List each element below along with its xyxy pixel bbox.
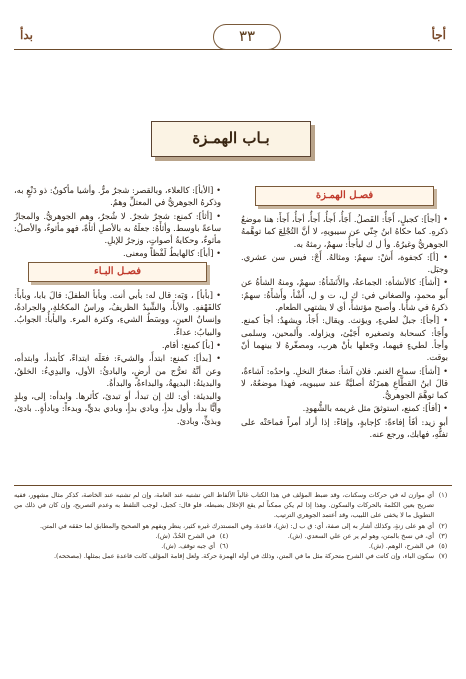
entry-paragraph: • [بأ] كمنع: أقام. bbox=[161, 339, 221, 350]
footnote-text: أي موازن له في حركات وسكنات، وقد ضبط المؤلف في هذا الكتاب غالباً الألفاظ التي تشتبه عند العامة، وإن لم تشتبه عند الخاصة، كذكر مثال مشهور، ففيه تصريح بعين الكلمة بالحركات والسكون. وهذا إذا لم يكن ممكناً لم يقع الإخلال بضبطه. فلو قال: كجبل، لوجب التلفظ به وعدم التصريح، وإن كان في ذلك من التطويل ما لا يخفى على اللبيب، وقد أعتمد الجوهري الترتيب. bbox=[14, 491, 434, 520]
section-title-ba: فصـل البـاء bbox=[28, 262, 207, 282]
footnote-number: (١) bbox=[438, 491, 448, 499]
footnote bbox=[14, 551, 452, 561]
chapter-title: بـاب الهمـزة bbox=[151, 121, 311, 157]
footnote bbox=[233, 541, 452, 551]
page-number: ٣٣ bbox=[213, 24, 281, 50]
section-title-hamza: فصـل الهمـزة bbox=[255, 186, 434, 206]
footnote-number: (٥) bbox=[438, 542, 448, 551]
footnote bbox=[14, 490, 452, 521]
footnote-number: (٦) bbox=[219, 542, 229, 551]
footnote bbox=[14, 531, 233, 541]
footnote-number: (٧) bbox=[438, 552, 448, 561]
footnote bbox=[233, 531, 452, 541]
entry-paragraph: • [أجأ]: كجبلٍ، أَجَأٌ: الفَصلُ. أَجَأُ، أَجأُ، أَجأٌ، أجأُ، أَجأَ: هنا موضعُ ذكرهِ. كما حكاهُ ابنُ جِنّي عن سيبويهِ، لا أنَّ التُجْلِعَ كما توهَّمهُ الجوهريُّ وغيرُهُ. وأ ل ك ليأجأُ: سهمٌ، رمثهُ به. bbox=[241, 214, 448, 249]
entry-paragraph: • [الأبأ]: كالعلاء، وبالقصر: شجرٌ مرٌّ. وأشيا مأكونٌ: ذو دَنْعٍ به، وذكرهُ الجوهريُّ في المعتلِّ وهمٌ. bbox=[14, 185, 221, 208]
entry-paragraph: والبديئة: أي: لك إن تبدأ، أو تبدئ، كأثرها. وابدأه: إلى، وبلدٍ وأيًّا بدأ، وأول بدأٍ، وبادي بدأٍ، وبادي بديٍّ، وبدءاً: وبادأةٍ.. بادئ، وبذئِّ، وبادئ. bbox=[14, 391, 221, 426]
left-column bbox=[14, 184, 221, 428]
entry-paragraph: • [أجأ]: جبلٌ لطيءٍ، ويؤنث. ويقال: أَجَأ، ويشهدُ: أجأ كمنع. وأَجَأ: كسحابة وتصغيره أَجَيْئ، ويزاوله. وأَلمحين، وسلمى وأجأ. لطيءٍ فيهما، وجَعلها بأنْ هرب، ومصغّرهُ لا بينهما أنّ بوقت. bbox=[241, 315, 448, 363]
entry-paragraph: • [أفأ]: كمنع، استوثقَ مثل غريمه بالشُّهودِ. bbox=[302, 403, 448, 414]
footnote-number: (٢) bbox=[438, 521, 448, 530]
footnote-text: أي جبه توقف. (ش). bbox=[161, 542, 215, 551]
header-left-word: بدأ bbox=[20, 28, 33, 42]
entry-paragraph: أبو زيد: أفَأ إفاءةً: كإجابةٍ، وإفاءً: إذا أراد أمراً فماحَتْه على تفتُّهِ، فهابك، ورجع عنه. bbox=[241, 416, 448, 440]
page-header bbox=[14, 24, 452, 50]
entry-paragraph: • [أثأ]: كمنع: شجرٌ شجرٌ. لا شُجرٌ، وهم الجوهريُّ. والمجازُ ساعةً باوسط. وأثأَهُ: جعلَهُ به بالأصلِ أثأةً، فهو مأثوءٌ، والأصلُ: مأثوءٌ، وحكايةُ أصواتٍ، وزجرُ للإبلِ. bbox=[14, 210, 221, 246]
entry-paragraph: • [أبأ]: كالهابطُ لَفْظاً ومعنى. bbox=[123, 248, 221, 259]
right-column bbox=[241, 184, 448, 441]
footnote-text: في الشرح الحُدْ، (ش). bbox=[155, 531, 215, 540]
footnote-row bbox=[14, 531, 452, 541]
entry-paragraph: • [بدأ]: كمنع: ابتدأَ، والشيءَ: فعَلَه ابتداءً، كأبتدأ، وابتدأه، وعن أنَّهُ تعرُّج من أرضٍ، والبادئُ: الأول، والبدِيءُ: الخلقُ، والبديئةُ: البديهةُ، والبداءةُ، والبدأةُ. bbox=[14, 353, 221, 388]
footnote bbox=[14, 541, 233, 551]
footnote-number: (٤) bbox=[219, 531, 229, 540]
header-right-word: أجأ bbox=[431, 28, 446, 42]
entry-paragraph: • [بأبأ] ، وَبَه: قال له: بأبي أنت. وبأبأ الطفلَ: قالَ بابا، وبأبأَ: كالفَهْفهِ. والأبأَ، والشِّيدُ الظريفُ، وراسُ المكحُلةِ، والجرادةُ، وإنسانُ العينِ، ووسَطُ الشيءِ، وكثرة المرء. والبأبأُ: الجوابُ. والبيابُ: عداءٌ. bbox=[14, 289, 221, 337]
entry-paragraph: • [أشأ]: كالأنشأة: الجماعةُ، والأَنَشَأةُ: سهمٌ، ومنهُ الشأةُ عن أَبو محمدٍ، والصغاني في: ك ل، ت و ل، أَشْأ، وأَشأَةُ: سهمٌ: ذكرهُ في شأَبا. وأصبح مؤتشأً، أي لا يشتهي الطعام. bbox=[241, 277, 448, 313]
footnote-number: (٣) bbox=[438, 531, 448, 540]
entry-paragraph: • [أ]: كجفوة، أَشْ: سهمٌ: ومثالهُ. أَجْ: فيس سن عشري. وجبَل. bbox=[241, 251, 448, 275]
footnote-text: أي هو على زنةٍ، وكذلك أشار به إلى صفة، أي: ق ب ل: (ش)، قاعدة. وفي المستدرك غيره كثير، ينظر ويفهم هو الصحيح والمطابق لما حققه في المتن. bbox=[40, 521, 434, 530]
footnotes bbox=[14, 485, 452, 561]
footnote-text: في الشرح، الوهم. (ش). bbox=[368, 542, 434, 551]
footnote bbox=[14, 521, 452, 531]
entry-paragraph: • [أشأ]: سماع الغنم. فلان آشأ: صغارُ النخلِ. واحدُه: آشاءةٌ، قالَ ابنُ القطَّاعِ همزَتُهُ أصليَّةٌ عند سيبويه، فهذا موضعُهُ، لا كما توهَّمَ الجوهريُّ. bbox=[241, 365, 448, 401]
footnote-text: سكون الباء، وإن كانت في الشرح متحركة مثل ما في المتن، وذلك في أوله الهمزة حركة. ولعل إقامة المؤلف كانت قاعدة عمل بمثلها. (مصححه). bbox=[54, 552, 434, 561]
footnote-text: أي، في نسخ بالمتن، وهو لم ير عن علي السعدي. (ش). bbox=[287, 531, 434, 540]
footnote-row bbox=[14, 541, 452, 551]
